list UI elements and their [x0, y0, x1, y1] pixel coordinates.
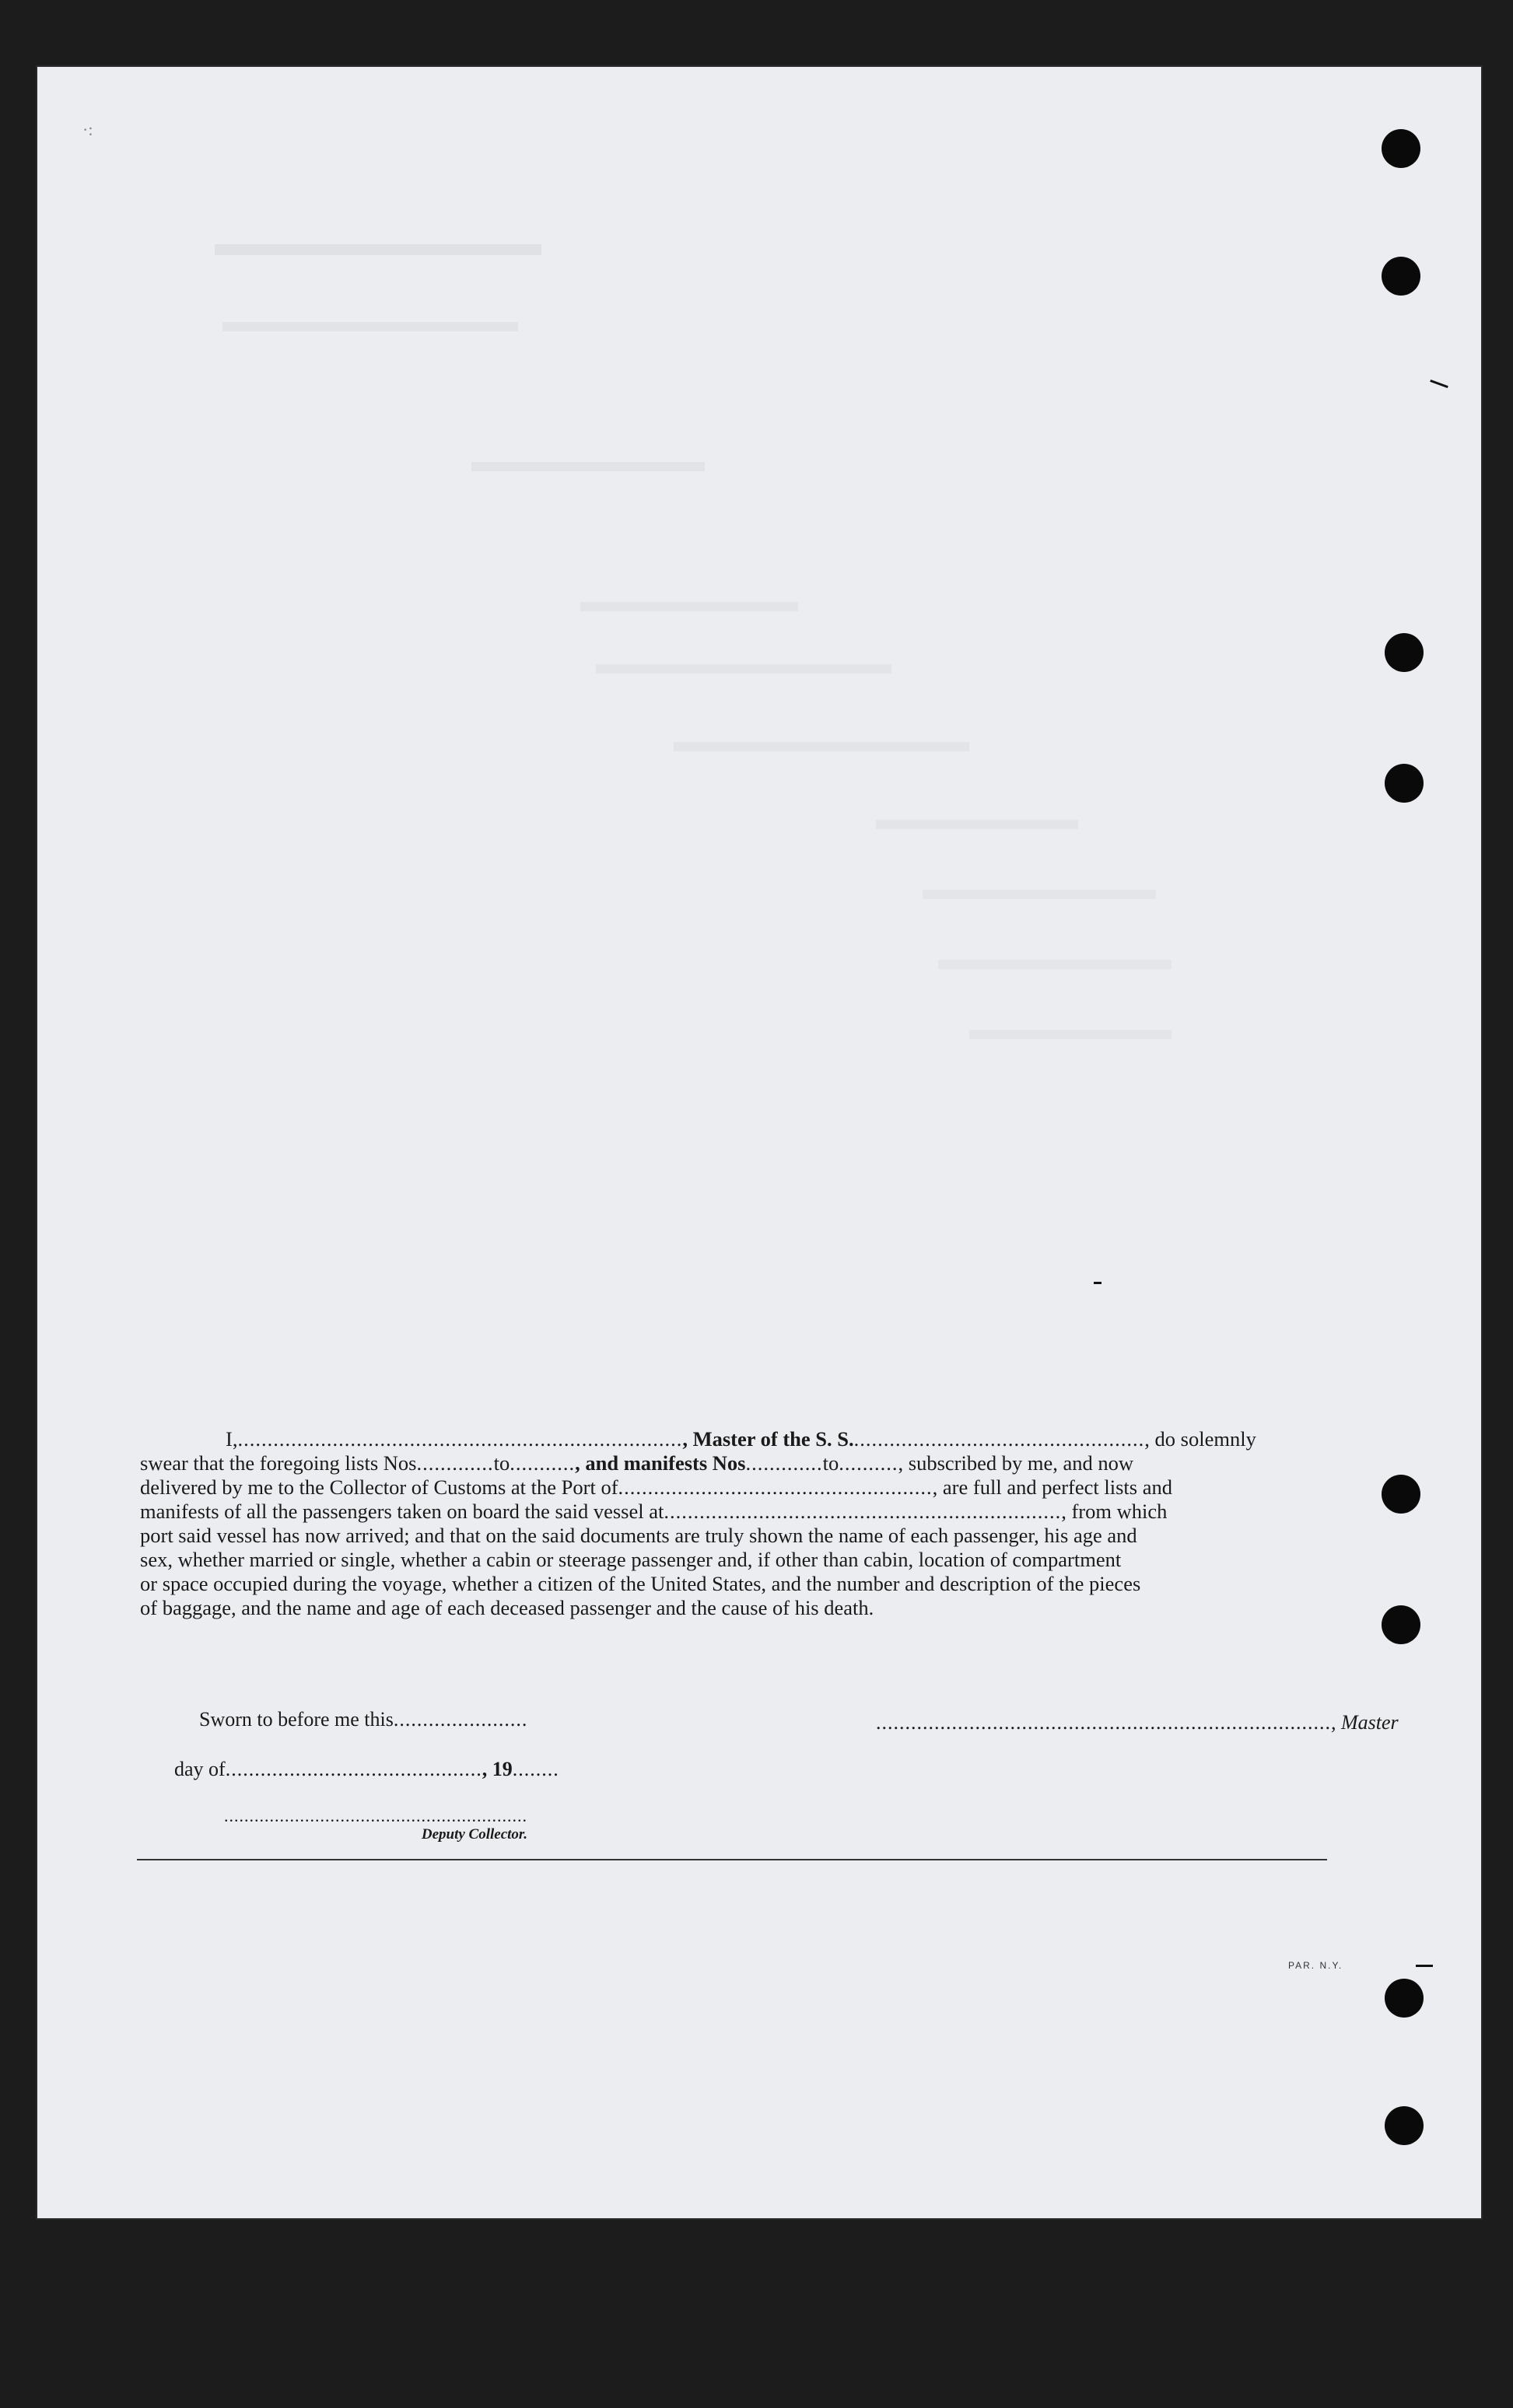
punch-hole — [1382, 129, 1420, 168]
day-of-line — [174, 1758, 559, 1781]
punch-hole — [1385, 1979, 1424, 2018]
oath-text: delivered by me to the Collector of Customs at the Port of — [140, 1475, 618, 1499]
year-text: , 19 — [482, 1758, 513, 1780]
oath-line-5: port said vessel has now arrived; and that on the said documents are truly shown the name of each passenger, his age and — [140, 1524, 1137, 1547]
printer-mark: PAR. N.Y. — [1288, 1960, 1343, 1971]
manifest-from-blank: ............. — [745, 1451, 823, 1475]
port-blank: ..................................................... — [618, 1475, 933, 1499]
oath-text: to — [493, 1451, 510, 1475]
ship-name-blank: ................................................. — [853, 1427, 1145, 1451]
day-of-blank: ............................................ — [225, 1758, 482, 1780]
oath-line-6: sex, whether married or single, whether a cabin or steerage passenger and, if other than cabin, location of compartment — [140, 1548, 1122, 1571]
sworn-text: Sworn to before me this — [199, 1708, 394, 1731]
punch-hole — [1382, 1605, 1420, 1644]
master-label: , Master — [1331, 1711, 1399, 1734]
oath-text: manifests of all the passengers taken on board the said vessel at — [140, 1500, 664, 1523]
list-to-blank: ........... — [510, 1451, 576, 1475]
oath-line-2 — [140, 1451, 1338, 1475]
edge-mark — [1094, 1282, 1101, 1284]
deputy-signature-blank: ............................................................ — [224, 1806, 527, 1825]
document-page — [36, 65, 1483, 2220]
year-blank: ........ — [512, 1758, 559, 1780]
punch-hole — [1385, 633, 1424, 672]
manifest-to-blank: .......... — [839, 1451, 898, 1475]
oath-line-4 — [140, 1500, 1338, 1524]
punch-hole — [1382, 257, 1420, 296]
oath-text: , do solemnly — [1144, 1427, 1256, 1451]
oath-text: , subscribed by me, and now — [898, 1451, 1133, 1475]
punch-hole — [1385, 2106, 1424, 2145]
oath-line-8: of baggage, and the name and age of each deceased passenger and the cause of his death. — [140, 1596, 874, 1619]
page-corner-mark: ·: — [82, 120, 93, 139]
oath-text: , from which — [1061, 1500, 1168, 1523]
oath-line-1 — [140, 1427, 1338, 1451]
oath-text: , are full and perfect lists and — [932, 1475, 1172, 1499]
master-oath — [140, 1427, 1338, 1620]
master-name-blank: ........................................................................... — [237, 1427, 683, 1451]
day-of-text: day of — [174, 1758, 226, 1780]
sworn-line — [199, 1708, 527, 1731]
oath-text: I, — [226, 1427, 238, 1451]
oath-text: swear that the foregoing lists Nos — [140, 1451, 417, 1475]
deputy-collector-label: Deputy Collector. — [421, 1826, 527, 1843]
oath-text: , Master of the S. S. — [682, 1427, 854, 1451]
master-signature-line — [876, 1711, 1399, 1734]
punch-hole — [1382, 1475, 1420, 1514]
oath-text: to — [822, 1451, 839, 1475]
deputy-signature-line — [224, 1806, 527, 1843]
oath-line-7: or space occupied during the voyage, whether a citizen of the United States, and the number and description of the pieces — [140, 1572, 1141, 1595]
sworn-date-blank: ....................... — [393, 1708, 528, 1731]
bottom-rule — [137, 1859, 1327, 1860]
departure-port-blank: ................................................................... — [664, 1500, 1062, 1523]
edge-mark — [1430, 380, 1448, 388]
master-signature-blank: .............................................................................. — [876, 1711, 1331, 1734]
list-from-blank: ............. — [416, 1451, 494, 1475]
edge-mark — [1416, 1965, 1433, 1967]
punch-hole — [1385, 764, 1424, 803]
oath-line-3 — [140, 1475, 1338, 1500]
oath-text: , and manifests Nos — [575, 1451, 746, 1475]
